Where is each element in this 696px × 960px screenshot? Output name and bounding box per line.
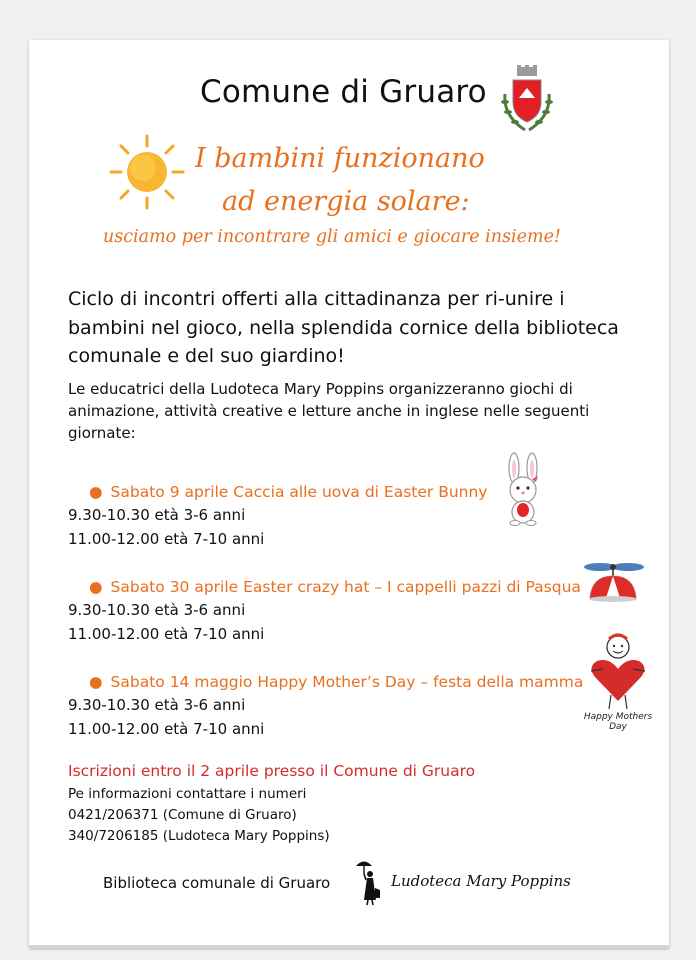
bullet-icon: ● (89, 483, 103, 501)
contact-phone-1: 0421/206371 (Comune di Gruaro) (68, 807, 297, 823)
umbrella-silhouette-icon (354, 858, 386, 906)
registration-notice: Iscrizioni entro il 2 aprile presso il Comune di Gruaro (68, 762, 476, 780)
event-title-3: ● Sabato 14 maggio Happy Mother’s Day – festa della mamma (89, 673, 584, 691)
propeller-hat-icon (582, 558, 644, 604)
municipal-crest-icon (495, 64, 559, 134)
event-3-time-2: 11.00-12.00 età 7-10 anni (68, 720, 265, 738)
headline-line-1: I bambini funzionano (195, 143, 485, 174)
footer-library: Biblioteca comunale di Gruaro (103, 874, 331, 892)
contact-phone-2: 340/7206185 (Ludoteca Mary Poppins) (68, 828, 330, 844)
event-2-time-1: 9.30-10.30 età 3-6 anni (68, 601, 246, 619)
contact-intro: Pe informazioni contattare i numeri (68, 786, 307, 802)
bullet-icon: ● (89, 673, 103, 691)
description-paragraph: Le educatrici della Ludoteca Mary Poppins organizzeranno giochi di animazione, attività creative e letture anche in inglese nelle seguenti giornate: (68, 380, 590, 442)
flyer-page (29, 40, 669, 948)
event-1-time-2: 11.00-12.00 età 7-10 anni (68, 530, 265, 548)
page-title: Comune di Gruaro (200, 74, 487, 110)
event-title-1: ● Sabato 9 aprile Caccia alle uova di Easter Bunny (89, 483, 488, 501)
bullet-icon: ● (89, 578, 103, 596)
headline-line-2: ad energia solare: (222, 186, 470, 217)
heart-figure-icon (581, 633, 655, 711)
sun-icon (105, 132, 189, 212)
footer-ludoteca: Ludoteca Mary Poppins (391, 872, 571, 890)
event-2-time-2: 11.00-12.00 età 7-10 anni (68, 625, 265, 643)
event-1-time-1: 9.30-10.30 età 3-6 anni (68, 506, 246, 524)
headline-subline: usciamo per incontrare gli amici e giocare insieme! (103, 227, 561, 247)
intro-paragraph: Ciclo di incontri offerti alla cittadinanza per ri-unire i bambini nel gioco, nella splendida cornice della biblioteca comunale e del suo giardino! (68, 288, 619, 367)
mothers-day-caption: Happy Mothers Day (583, 712, 653, 732)
bunny-icon (494, 452, 554, 526)
event-3-time-1: 9.30-10.30 età 3-6 anni (68, 696, 246, 714)
event-title-2: ● Sabato 30 aprile Easter crazy hat – I cappelli pazzi di Pasqua (89, 578, 581, 596)
